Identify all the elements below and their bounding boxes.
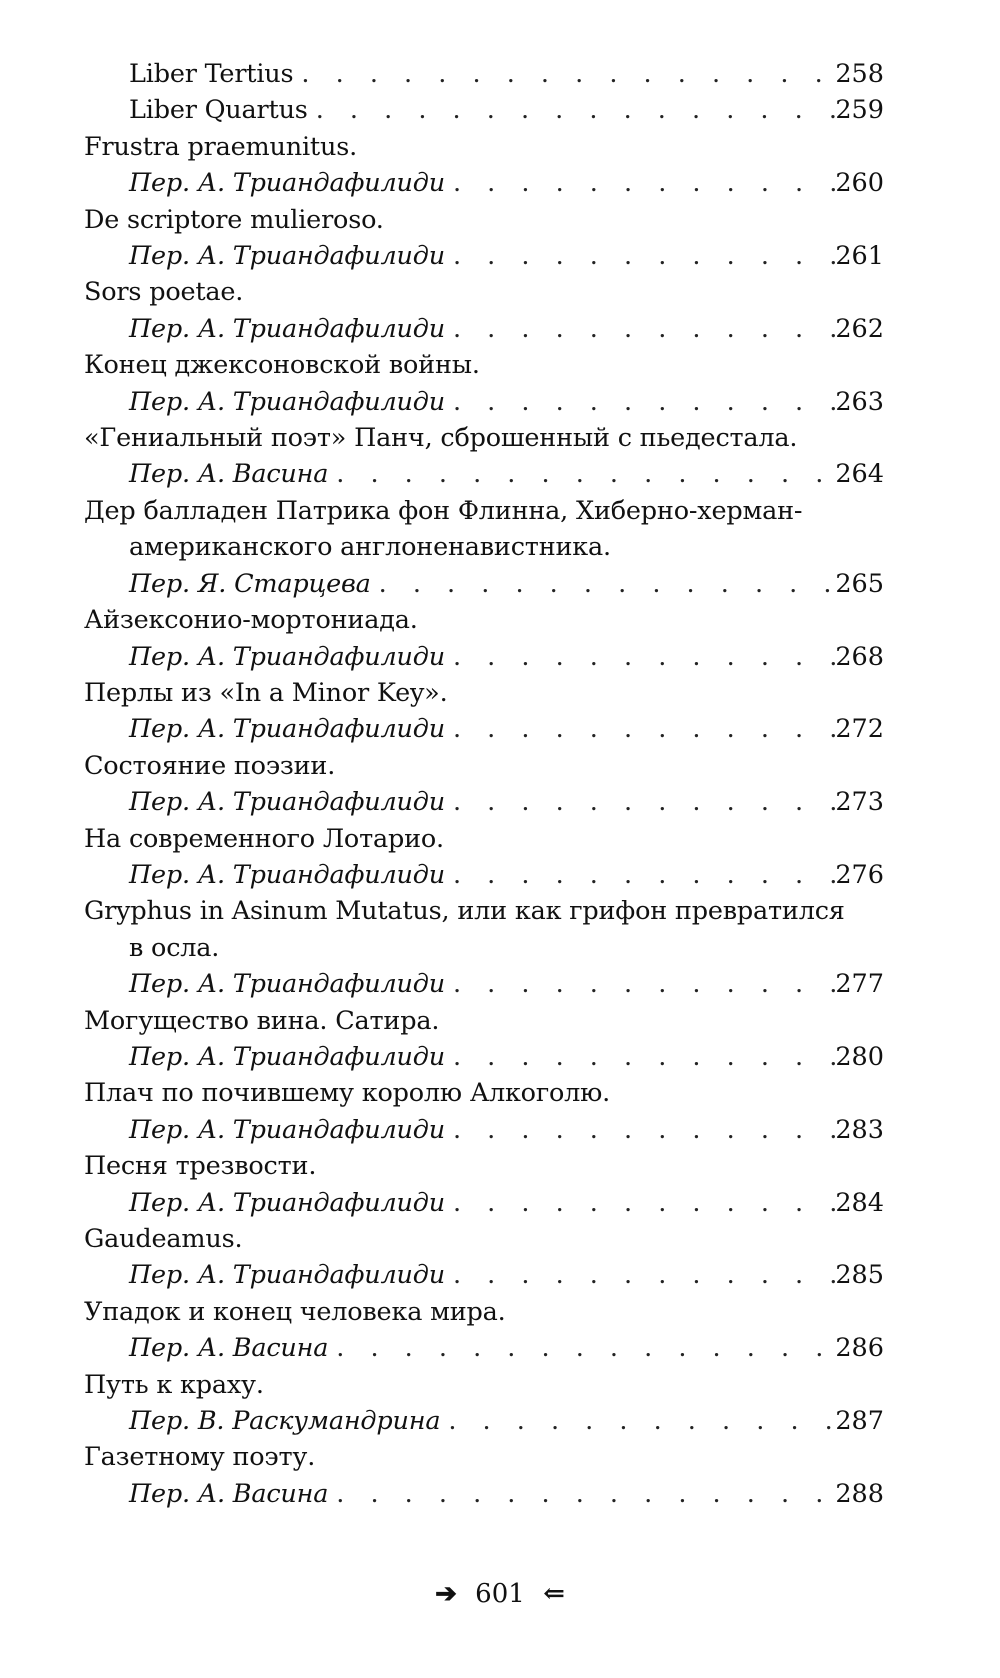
translator-credit: Пер. А. Триандафилиди [129, 714, 445, 745]
translator-credit-line [84, 711, 884, 747]
translator-credit-line [84, 456, 884, 492]
entry-title: Gaudeamus. [84, 1224, 243, 1254]
right-arrow-ornament-icon: ➔ [435, 1579, 457, 1609]
dot-leader [445, 1112, 835, 1148]
translator-credit: Пер. А. Триандафилиди [129, 787, 445, 818]
page-ref: 268 [835, 641, 884, 672]
entry-title: Liber Quartus [129, 95, 308, 126]
page-ref: 277 [835, 969, 884, 1000]
toc-entry [84, 493, 884, 602]
dot-leader [445, 857, 835, 893]
page-ref: 264 [835, 459, 884, 490]
translator-credit-line [84, 1039, 884, 1075]
toc-entry [84, 1294, 884, 1367]
page-ref: 272 [835, 714, 884, 745]
dot-leader [440, 1403, 835, 1439]
dot-leader [328, 1330, 835, 1366]
dot-leader [445, 1039, 835, 1075]
page-ref: 280 [835, 1041, 884, 1072]
dot-leader [445, 639, 835, 675]
translator-credit: Пер. А. Триандафилиди [129, 168, 445, 199]
translator-credit-line [84, 966, 884, 1002]
page-ref: 259 [835, 95, 884, 126]
table-of-contents [84, 56, 884, 1512]
translator-credit-line [84, 857, 884, 893]
entry-title-line [84, 56, 884, 92]
translator-credit-line [84, 1112, 884, 1148]
entry-title: Конец джексоновской войны. [84, 350, 480, 381]
entry-title: Упадок и конец человека мира. [84, 1296, 506, 1327]
entry-title: Состояние поэзии. [84, 750, 336, 781]
page-ref: 261 [835, 241, 884, 272]
page-ref: 273 [835, 787, 884, 818]
translator-credit-line [84, 311, 884, 347]
toc-entry [84, 602, 884, 675]
translator-credit: Пер. А. Триандафилиди [129, 386, 445, 417]
dot-leader [445, 966, 835, 1002]
entry-title: Frustra praemunitus. [84, 131, 357, 162]
translator-credit-line [84, 1403, 884, 1439]
entry-title: Могущество вина. Сатира. [84, 1005, 440, 1036]
entry-title: Перлы из «In a Minor Key». [84, 677, 448, 708]
translator-credit-line [84, 639, 884, 675]
page-ref: 262 [835, 313, 884, 344]
translator-credit: Пер. А. Триандафилиди [129, 969, 445, 1000]
page-ref: 287 [835, 1406, 884, 1437]
toc-entry [84, 1003, 884, 1076]
translator-credit-line [84, 238, 884, 274]
translator-credit: Пер. А. Триандафилиди [129, 1041, 445, 1072]
left-arrow-ornament-icon: ⇐ [543, 1579, 565, 1609]
translator-credit: Пер. А. Триандафилиди [129, 1187, 445, 1218]
translator-credit: Пер. А. Васина [129, 459, 329, 490]
translator-credit-line [84, 784, 884, 820]
translator-credit-line [84, 1330, 884, 1366]
entry-title: в осла. [129, 932, 220, 963]
toc-entry [84, 420, 884, 493]
translator-credit: Пер. А. Триандафилиди [129, 859, 445, 890]
toc-entry [84, 56, 884, 92]
toc-entry [84, 1367, 884, 1440]
translator-credit-line [84, 1476, 884, 1512]
toc-entry [84, 748, 884, 821]
translator-credit: Пер. А. Васина [129, 1333, 329, 1364]
entry-title: Айзексонио-мортониада. [84, 605, 418, 636]
translator-credit: Пер. А. Триандафилиди [129, 641, 445, 672]
entry-title: Песня трезвости. [84, 1151, 317, 1182]
toc-entry [84, 274, 884, 347]
translator-credit: Пер. А. Триандафилиди [129, 313, 445, 344]
page-ref: 265 [835, 568, 884, 599]
entry-title: Sors poetae. [84, 277, 244, 308]
translator-credit: Пер. А. Триандафилиди [129, 1260, 445, 1291]
translator-credit-line [84, 165, 884, 201]
dot-leader [445, 784, 835, 820]
page-ref: 285 [835, 1260, 884, 1291]
toc-entry [84, 347, 884, 420]
entry-title: американского англоненавистника. [129, 532, 611, 563]
page-ref: 288 [835, 1478, 884, 1509]
translator-credit-line [84, 384, 884, 420]
page-ref: 258 [835, 59, 884, 89]
dot-leader [445, 165, 835, 201]
dot-leader [445, 711, 835, 747]
entry-title: Газетному поэту. [84, 1442, 316, 1473]
dot-leader [328, 1476, 835, 1512]
dot-leader [445, 311, 835, 347]
page-ref: 276 [835, 859, 884, 890]
toc-entry [84, 821, 884, 894]
page-footer [0, 1575, 1000, 1612]
entry-title: Дер балладен Патрика фон Флинна, Хиберно-херман- [84, 495, 803, 526]
toc-entry [84, 129, 884, 202]
entry-title: De scriptore mulieroso. [84, 204, 384, 235]
toc-entry [84, 1075, 884, 1148]
translator-credit: Пер. В. Раскумандрина [129, 1406, 441, 1437]
page-ref: 284 [835, 1187, 884, 1218]
page-ref: 260 [835, 168, 884, 199]
page-number: 601 [475, 1579, 525, 1609]
translator-credit: Пер. Я. Старцева [129, 568, 371, 599]
toc-entry [84, 92, 884, 128]
translator-credit-line [84, 1257, 884, 1293]
entry-title: На современного Лотарио. [84, 823, 444, 854]
toc-entry [84, 1148, 884, 1221]
dot-leader [308, 92, 836, 128]
toc-entry [84, 893, 884, 1002]
translator-credit: Пер. А. Триандафилиди [129, 241, 445, 272]
entry-title: Путь к краху. [84, 1369, 264, 1400]
dot-leader [293, 56, 835, 92]
dot-leader [445, 238, 835, 274]
toc-entry [84, 1439, 884, 1512]
toc-entry [84, 202, 884, 275]
dot-leader [328, 456, 835, 492]
page-ref: 263 [835, 386, 884, 417]
dot-leader [371, 566, 836, 602]
translator-credit: Пер. А. Васина [129, 1478, 329, 1509]
translator-credit-line [84, 566, 884, 602]
page-ref: 283 [835, 1114, 884, 1145]
entry-title-line [84, 92, 884, 128]
entry-title: Gryphus in Asinum Mutatus, или как грифон превратился [84, 896, 845, 927]
translator-credit: Пер. А. Триандафилиди [129, 1114, 445, 1145]
entry-title: Liber Tertius [129, 59, 294, 89]
toc-entry [84, 1221, 884, 1294]
page-ref: 286 [835, 1333, 884, 1364]
dot-leader [445, 1257, 835, 1293]
dot-leader [445, 1185, 835, 1221]
entry-title: «Гениальный поэт» Панч, сброшенный с пьедестала. [84, 423, 798, 454]
translator-credit-line [84, 1185, 884, 1221]
entry-title: Плач по почившему королю Алкоголю. [84, 1078, 611, 1109]
dot-leader [445, 384, 835, 420]
toc-entry [84, 675, 884, 748]
